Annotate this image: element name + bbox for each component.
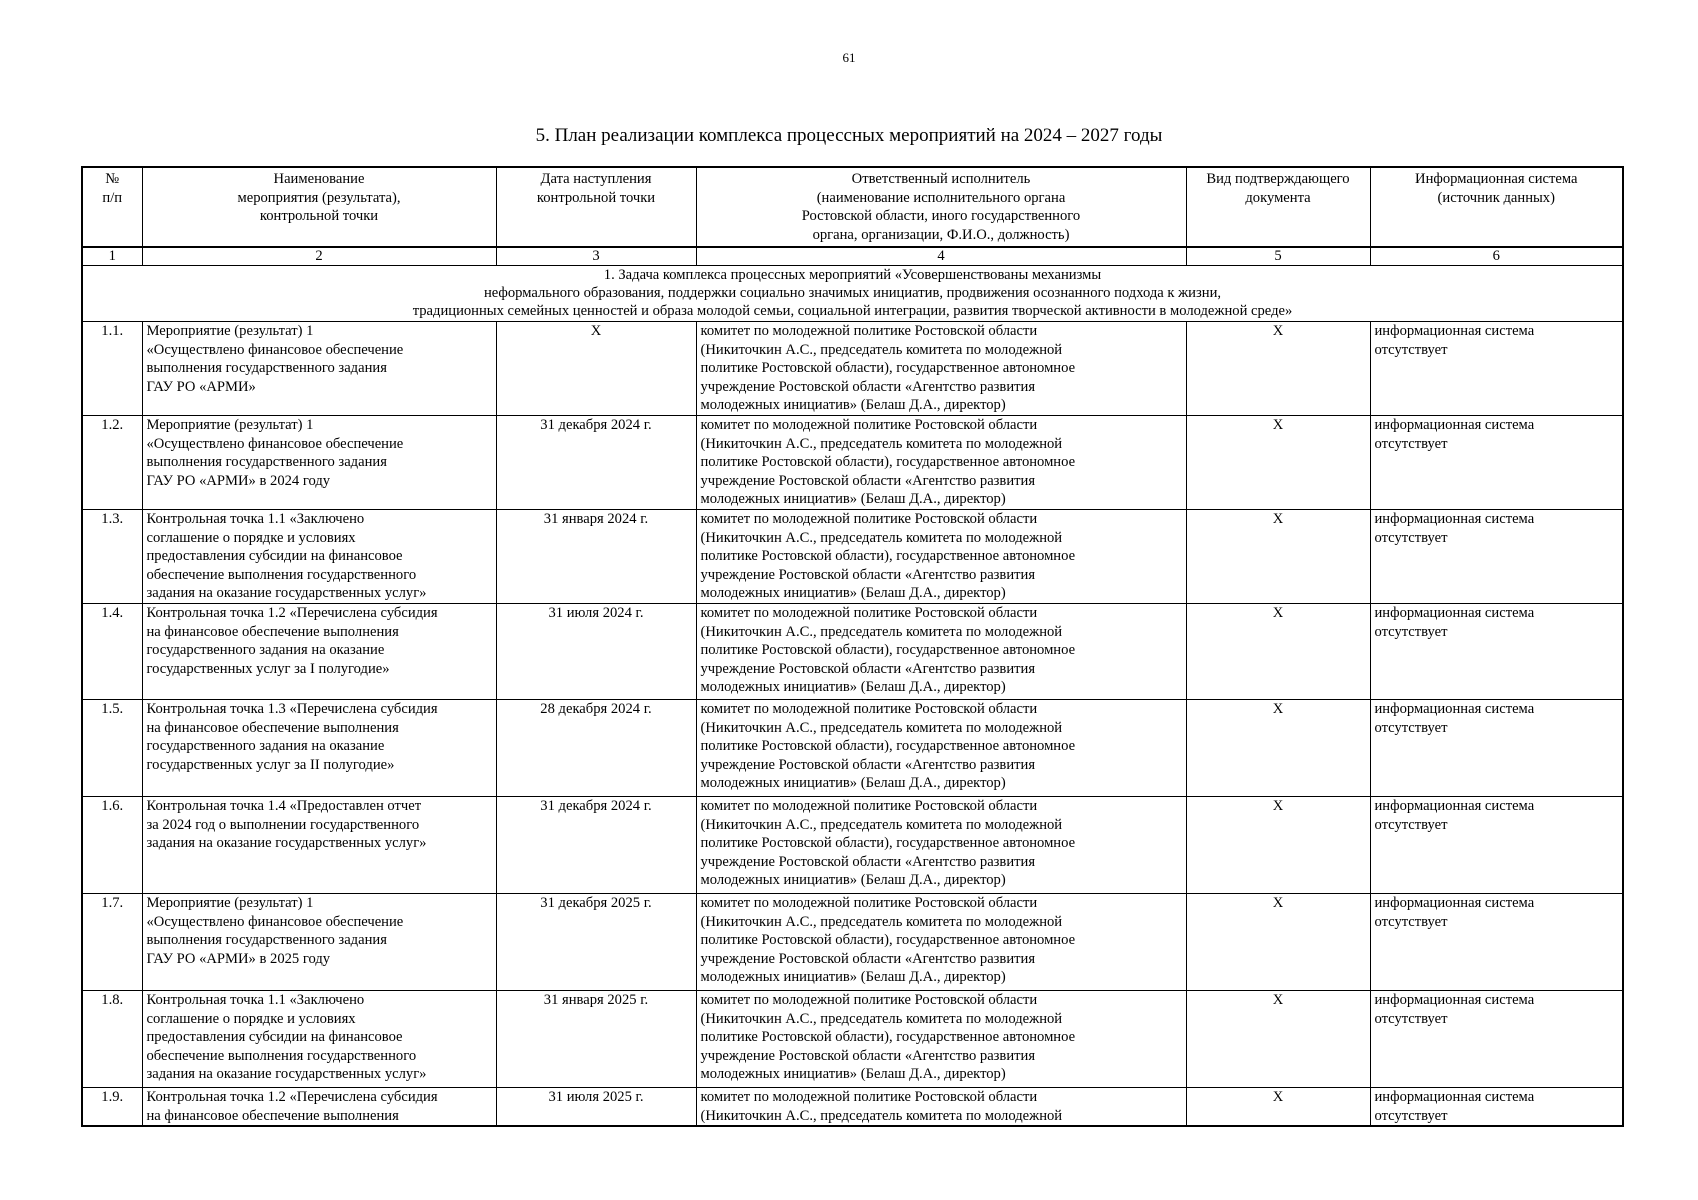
row-doc: Х [1186, 699, 1370, 796]
column-number: 6 [1370, 247, 1623, 266]
row-name: Контрольная точка 1.3 «Перечислена субсидия на финансовое обеспечение выполнения государственного задания на оказание государственных услуг за II полугодие» [142, 699, 496, 796]
header-num: № п/п [82, 167, 142, 247]
row-date: 31 декабря 2024 г. [496, 415, 696, 509]
section-title: 1. Задача комплекса процессных мероприятий «Усовершенствованы механизмы неформального образования, поддержки социально значимых инициатив, продвижения осознанного подхода к жизни, традиционных семейных ценностей и образа молодой семьи, социальной интеграции, развития творческой активности в молодежной среде» [82, 266, 1623, 322]
row-doc: Х [1186, 603, 1370, 699]
table-row [82, 893, 1623, 990]
row-doc: Х [1186, 796, 1370, 893]
table-row [82, 415, 1623, 509]
row-responsible: комитет по молодежной политике Ростовской области (Никиточкин А.С., председатель комитета по молодежной политике Ростовской области), государственное автономное учреждение Ростовской области «Агентство развития молодежных инициатив» (Белаш Д.А., директор) [696, 603, 1186, 699]
row-number: 1.8. [82, 990, 142, 1087]
row-name: Контрольная точка 1.2 «Перечислена субсидия на финансовое обеспечение выполнения [142, 1087, 496, 1126]
row-responsible: комитет по молодежной политике Ростовской области (Никиточкин А.С., председатель комитета по молодежной политике Ростовской области), государственное автономное учреждение Ростовской области «Агентство развития молодежных инициатив» (Белаш Д.А., директор) [696, 990, 1186, 1087]
row-system: информационная система отсутствует [1370, 699, 1623, 796]
table-row [82, 509, 1623, 603]
row-number: 1.7. [82, 893, 142, 990]
header-responsible: Ответственный исполнитель (наименование исполнительного органа Ростовской области, иного государственного органа, организации, Ф.И.О., должность) [696, 167, 1186, 247]
table-row [82, 603, 1623, 699]
table-row [82, 699, 1623, 796]
row-doc: Х [1186, 415, 1370, 509]
row-name: Мероприятие (результат) 1 «Осуществлено финансовое обеспечение выполнения государственного задания ГАУ РО «АРМИ» в 2024 году [142, 415, 496, 509]
row-date: 31 декабря 2025 г. [496, 893, 696, 990]
section-row [82, 266, 1623, 322]
row-number: 1.2. [82, 415, 142, 509]
row-date: 28 декабря 2024 г. [496, 699, 696, 796]
header-date: Дата наступления контрольной точки [496, 167, 696, 247]
table-header-row [82, 167, 1623, 247]
row-name: Контрольная точка 1.4 «Предоставлен отчет за 2024 год о выполнении государственного задания на оказание государственных услуг» [142, 796, 496, 893]
row-system: информационная система отсутствует [1370, 322, 1623, 416]
plan-table [81, 166, 1624, 1127]
row-number: 1.1. [82, 322, 142, 416]
row-number: 1.9. [82, 1087, 142, 1126]
row-doc: Х [1186, 990, 1370, 1087]
row-number: 1.5. [82, 699, 142, 796]
row-responsible: комитет по молодежной политике Ростовской области (Никиточкин А.С., председатель комитета по молодежной политике Ростовской области), государственное автономное учреждение Ростовской области «Агентство развития молодежных инициатив» (Белаш Д.А., директор) [696, 796, 1186, 893]
table-row [82, 990, 1623, 1087]
row-name: Контрольная точка 1.1 «Заключено соглашение о порядке и условиях предоставления субсидии на финансовое обеспечение выполнения государственного задания на оказание государственных услуг» [142, 509, 496, 603]
header-name: Наименование мероприятия (результата), контрольной точки [142, 167, 496, 247]
row-system: информационная система отсутствует [1370, 509, 1623, 603]
row-date: 31 июля 2024 г. [496, 603, 696, 699]
row-responsible: комитет по молодежной политике Ростовской области (Никиточкин А.С., председатель комитета по молодежной политике Ростовской области), государственное автономное учреждение Ростовской области «Агентство развития молодежных инициатив» (Белаш Д.А., директор) [696, 509, 1186, 603]
row-date: 31 января 2025 г. [496, 990, 696, 1087]
row-system: информационная система отсутствует [1370, 990, 1623, 1087]
table-row [82, 322, 1623, 416]
column-number: 4 [696, 247, 1186, 266]
row-system: информационная система отсутствует [1370, 893, 1623, 990]
row-date: 31 января 2024 г. [496, 509, 696, 603]
column-number: 1 [82, 247, 142, 266]
row-responsible: комитет по молодежной политике Ростовской области (Никиточкин А.С., председатель комитета по молодежной [696, 1087, 1186, 1126]
table-row [82, 1087, 1623, 1126]
row-system: информационная система отсутствует [1370, 603, 1623, 699]
row-responsible: комитет по молодежной политике Ростовской области (Никиточкин А.С., председатель комитета по молодежной политике Ростовской области), государственное автономное учреждение Ростовской области «Агентство развития молодежных инициатив» (Белаш Д.А., директор) [696, 322, 1186, 416]
row-system: информационная система отсутствует [1370, 415, 1623, 509]
column-number: 5 [1186, 247, 1370, 266]
header-doc: Вид подтверждающего документа [1186, 167, 1370, 247]
header-system: Информационная система (источник данных) [1370, 167, 1623, 247]
row-doc: Х [1186, 509, 1370, 603]
row-name: Контрольная точка 1.2 «Перечислена субсидия на финансовое обеспечение выполнения государственного задания на оказание государственных услуг за I полугодие» [142, 603, 496, 699]
row-name: Мероприятие (результат) 1 «Осуществлено финансовое обеспечение выполнения государственного задания ГАУ РО «АРМИ» [142, 322, 496, 416]
row-responsible: комитет по молодежной политике Ростовской области (Никиточкин А.С., председатель комитета по молодежной политике Ростовской области), государственное автономное учреждение Ростовской области «Агентство развития молодежных инициатив» (Белаш Д.А., директор) [696, 699, 1186, 796]
row-number: 1.4. [82, 603, 142, 699]
column-number-row [82, 247, 1623, 266]
table-row [82, 796, 1623, 893]
row-doc: Х [1186, 1087, 1370, 1126]
row-doc: Х [1186, 322, 1370, 416]
row-responsible: комитет по молодежной политике Ростовской области (Никиточкин А.С., председатель комитета по молодежной политике Ростовской области), государственное автономное учреждение Ростовской области «Агентство развития молодежных инициатив» (Белаш Д.А., директор) [696, 893, 1186, 990]
row-name: Мероприятие (результат) 1 «Осуществлено финансовое обеспечение выполнения государственного задания ГАУ РО «АРМИ» в 2025 году [142, 893, 496, 990]
row-date: 31 декабря 2024 г. [496, 796, 696, 893]
row-date: 31 июля 2025 г. [496, 1087, 696, 1126]
row-date: Х [496, 322, 696, 416]
row-number: 1.6. [82, 796, 142, 893]
row-number: 1.3. [82, 509, 142, 603]
page-number: 61 [842, 50, 856, 65]
document-title: 5. План реализации комплекса процессных мероприятий на 2024 – 2027 годы [535, 125, 1163, 146]
row-system: информационная система отсутствует [1370, 1087, 1623, 1126]
row-system: информационная система отсутствует [1370, 796, 1623, 893]
row-name: Контрольная точка 1.1 «Заключено соглашение о порядке и условиях предоставления субсидии на финансовое обеспечение выполнения государственного задания на оказание государственных услуг» [142, 990, 496, 1087]
column-number: 2 [142, 247, 496, 266]
row-responsible: комитет по молодежной политике Ростовской области (Никиточкин А.С., председатель комитета по молодежной политике Ростовской области), государственное автономное учреждение Ростовской области «Агентство развития молодежных инициатив» (Белаш Д.А., директор) [696, 415, 1186, 509]
column-number: 3 [496, 247, 696, 266]
row-doc: Х [1186, 893, 1370, 990]
